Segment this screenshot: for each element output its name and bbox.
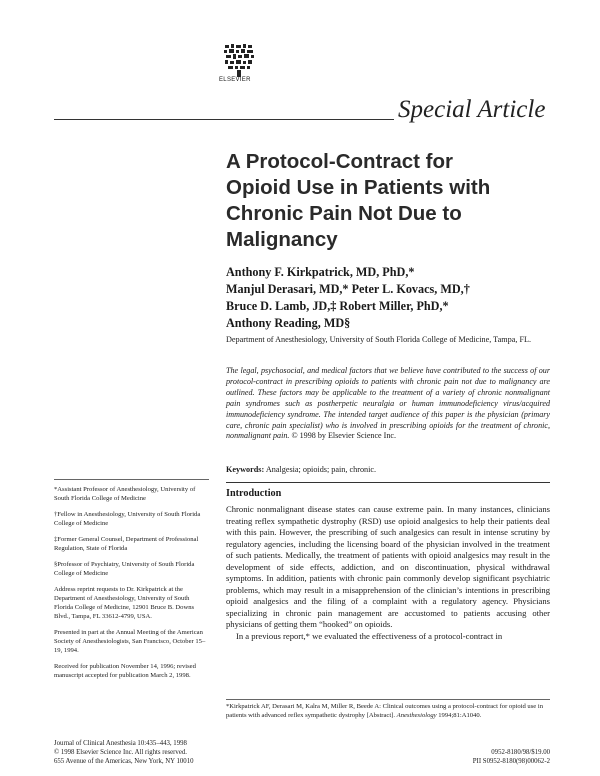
keywords <box>226 465 376 474</box>
body-paragraph: In a previous report,* we evaluated the effectiveness of a protocol-contract in <box>236 630 503 641</box>
footnote-citation: 1994;81:A1040. <box>438 712 482 719</box>
section-label: Special Article <box>398 96 546 123</box>
author-note: *Assistant Professor of Anesthesiology, University of South Florida College of Medicine <box>54 486 196 503</box>
author-line: Anthony Reading, MD§ <box>226 316 351 330</box>
reprint-note: Address reprint requests to Dr. Kirkpatrick at the Department of Anesthesiology, University of South Florida College of Medicine, 12901 Bruce B. Downs Blvd., Tampa, FL 33612-4799, USA. <box>54 585 195 621</box>
reference-footnote <box>226 702 556 720</box>
journal-citation: Journal of Clinical Anesthesia 10:435–443, 1998 <box>54 740 187 747</box>
keywords-label: Keywords: <box>226 465 265 474</box>
author-line: Manjul Derasari, MD,* Peter L. Kovacs, MD,† <box>226 282 470 296</box>
elsevier-tree-logo <box>222 42 256 78</box>
issn-code: 0952-8180/98/$19.00 <box>491 749 550 756</box>
pii-code: PII S0952-8180(98)00062-2 <box>472 758 550 765</box>
author-line: Bruce D. Lamb, JD,‡ Robert Miller, PhD,* <box>226 299 449 313</box>
article-title <box>226 149 566 253</box>
abstract-copyright: © 1998 by Elsevier Science Inc. <box>291 431 397 441</box>
received-note: Received for publication November 14, 1996; revised manuscript accepted for publication March 2, 1998. <box>54 663 196 680</box>
publisher-logo-text: ELSEVIER <box>219 77 251 83</box>
title-line: Malignancy <box>226 228 338 251</box>
keywords-text: Analgesia; opioids; pain, chronic. <box>265 465 377 474</box>
author-note: †Fellow in Anesthesiology, University of South Florida College of Medicine <box>54 510 201 528</box>
author-note: ‡Former General Counsel, Department of Professional Regulation, State of Florida <box>54 535 199 553</box>
header-rule <box>54 119 394 120</box>
article-codes <box>402 748 550 766</box>
title-line: Chronic Pain Not Due to <box>226 202 462 225</box>
publisher-address: 655 Avenue of the Americas, New York, NY 10010 <box>54 758 194 765</box>
author-list <box>226 264 566 332</box>
title-line: A Protocol-Contract for <box>226 150 454 173</box>
side-notes-rule <box>54 479 209 480</box>
presentation-note: Presented in part at the Annual Meeting of the American Society of Anesthesiologists, San Francisco, October 15–19, 1994. <box>54 628 206 655</box>
abstract-text: The legal, psychosocial, and medical factors that we believe have contributed to the success of our protocol-contract in prescribing opioids to patients with chronic pain not due to malignancy are outlined. These factors may be applicable to the treatment of a variety of chronic nonmalignant pain syndromes such as postherpetic neuralgia or human immunodeficiency virus/acquired immunodeficiency syndrome. The intended target audience of this paper is the physician (primary care, chronic pain specialist) who is involved in prescribing opioids for the treatment of chronic, nonmalignant pain. <box>226 366 550 441</box>
section-divider <box>226 482 550 483</box>
abstract <box>226 366 550 442</box>
introduction-heading: Introduction <box>226 488 282 499</box>
author-line: Anthony F. Kirkpatrick, MD, PhD,* <box>226 265 415 279</box>
body-paragraph: Chronic nonmalignant disease states can cause extreme pain. In many instances, clinicians treating reflex sympathetic dystrophy (RSD) use opioid analgesics to help their patients deal with this pain. However, the prescribing of such analgesics can result in intense scrutiny by regulatory agencies, including the licensing board of the physician involved in the treatment of such patients. Medically, the treatment of patients with opioid analgesics may result in the development of side effects, addiction, and on discontinuation, physical withdrawal symptoms. In addition, patients with chronic pain commonly develop significant psychiatric problems, which may result in a misapprehension of the clinician’s intentions in prescribing opioid analgesics and the filing of a complaint with a regulatory agency. Physicians specializing in chronic pain management are accustomed to patients accusing other physicians of getting them “hooked” on opioids. <box>226 504 550 629</box>
introduction-body <box>226 504 550 642</box>
author-note: §Professor of Psychiatry, University of South Florida College of Medicine <box>54 560 195 577</box>
footnote-rule <box>226 699 550 700</box>
footnote-journal: Anesthesiology <box>396 712 437 719</box>
journal-info <box>54 739 294 766</box>
journal-copyright: © 1998 Elsevier Science Inc. All rights reserved. <box>54 749 187 756</box>
author-notes <box>54 485 209 687</box>
title-line: Opioid Use in Patients with <box>226 176 491 199</box>
footnote-text: *Kirkpatrick AF, Derasari M, Kalra M, Miller R, Beede A: Clinical outcomes using a protocol-contract for opioid use in patients with advanced reflex sympathetic dystrophy [Abstract]. <box>226 703 543 719</box>
affiliation: Department of Anesthesiology, University of South Florida College of Medicine, Tampa, FL. <box>226 335 532 344</box>
